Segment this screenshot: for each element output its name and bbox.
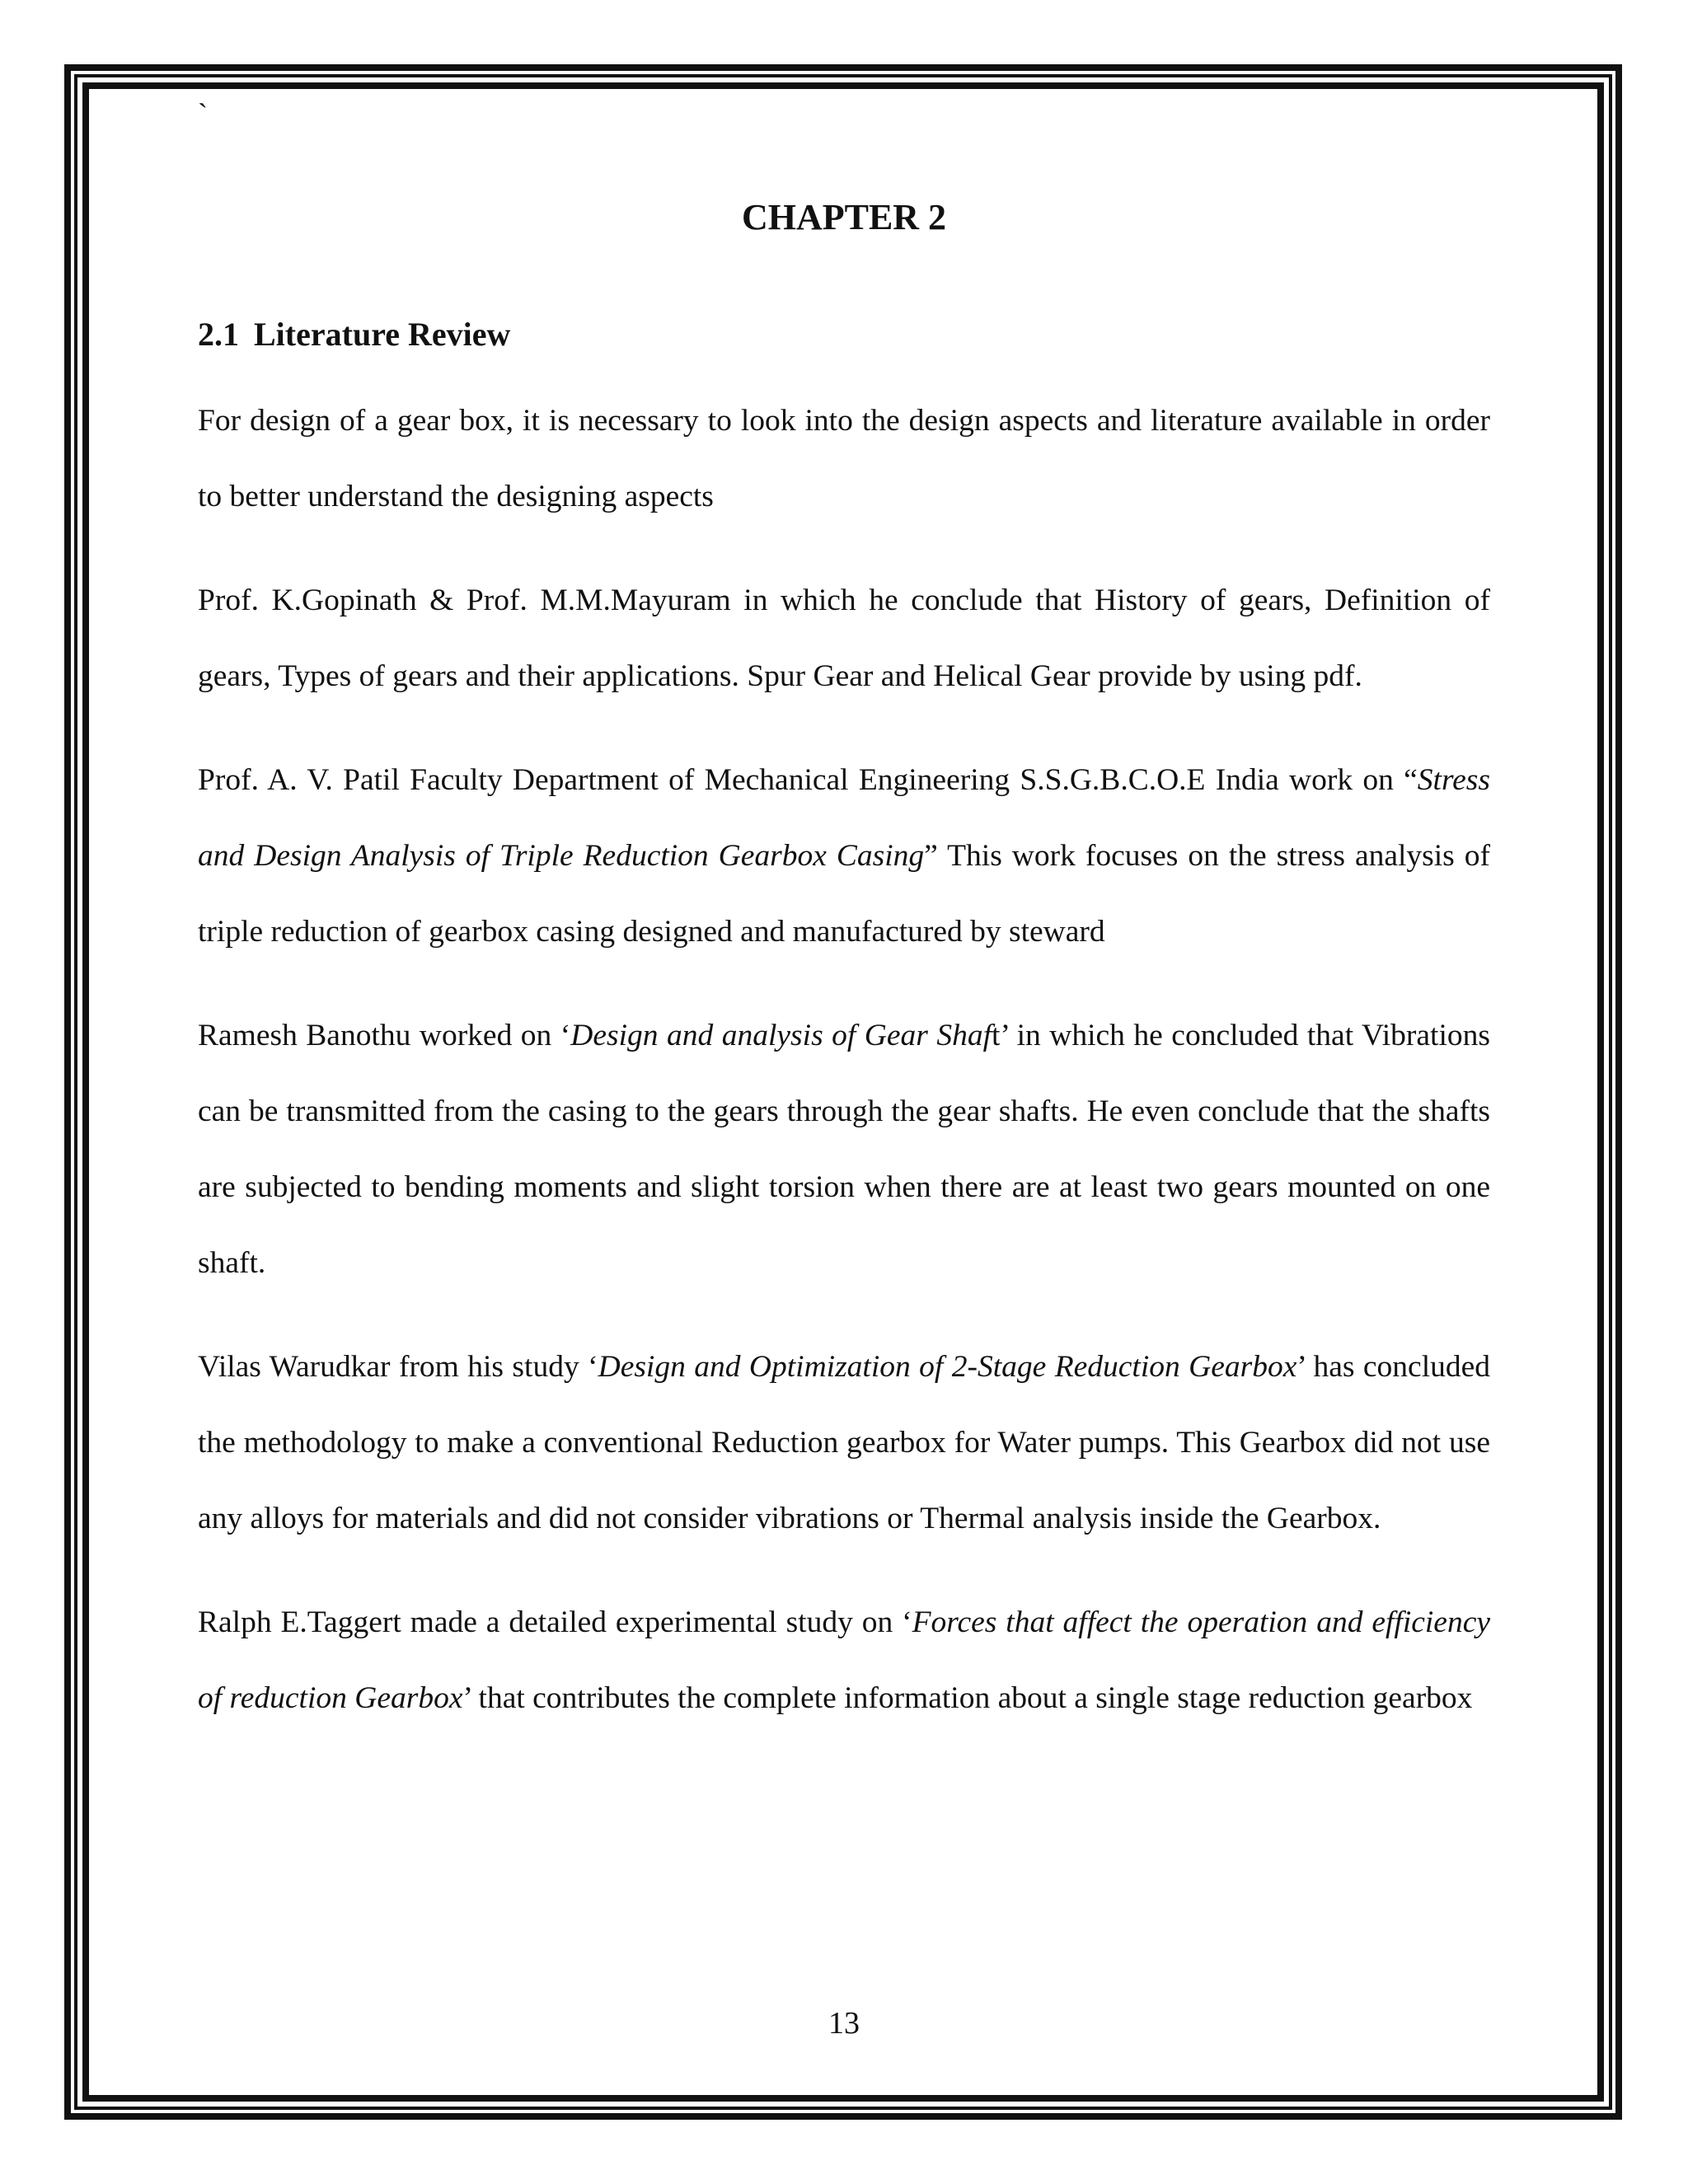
- paragraph-patil: [198, 743, 1490, 970]
- paragraph-text-before: Ramesh Banothu worked on ‘: [198, 1019, 571, 1052]
- paragraph-text-before: Vilas Warudkar from his study ‘: [198, 1350, 598, 1384]
- chapter-title: CHAPTER 2: [741, 197, 947, 237]
- paragraph-text-before: Prof. A. V. Patil Faculty Department of Mechanical Engineering S.S.G.B.C.O.E India work on “: [198, 763, 1418, 797]
- paragraph-text-after: ’ has concluded the methodology to make a conventional Reduction gearbox for Water pumps. This Gearbox did not use any alloys for materials and did not consider vibrations or Thermal analysis inside the Gearbox.: [198, 1350, 1491, 1535]
- paper-title-italic: Design and Optimization of 2-Stage Reduction Gearbox: [598, 1350, 1297, 1384]
- paragraph-intro: [198, 383, 1490, 535]
- section-title: Literature Review: [254, 316, 511, 353]
- paragraph-banothu: [198, 998, 1490, 1301]
- paragraph-taggert: [198, 1585, 1490, 1736]
- paragraph-gopinath: [198, 563, 1490, 715]
- stray-mark: `: [198, 97, 208, 130]
- section-heading: [198, 315, 510, 354]
- paragraph-text-after: ’ that contributes the complete information about a single stage reduction gearbox: [462, 1681, 1473, 1715]
- paragraph-text: For design of a gear box, it is necessary to look into the design aspects and literature available in order to better understand the designing aspects: [198, 404, 1490, 513]
- paragraph-text: Prof. K.Gopinath & Prof. M.M.Mayuram in which he conclude that History of gears, Definition of gears, Types of gears and their applications. Spur Gear and Helical Gear provide by using pdf.: [198, 583, 1490, 693]
- paper-title-italic: Stress and Design Analysis of Triple Reduction Gearbox Casing: [198, 763, 1490, 873]
- paragraph-text-before: Ralph E.Taggert made a detailed experimental study on ‘: [198, 1605, 912, 1639]
- paragraph-warudkar: [198, 1329, 1490, 1557]
- paragraph-text-after: t’ in which he concluded that Vibrations can be transmitted from the casing to the gears through the gear shafts. He even conclude that the shafts are subjected to bending moments and slight torsion when there are at least two gears mounted on one shaft.: [198, 1019, 1490, 1280]
- paper-title-italic: Forces that affect the operation and efficiency of reduction Gearbox: [198, 1605, 1490, 1715]
- paragraph-text-after: ” This work focuses on the stress analysis of triple reduction of gearbox casing designed and manufactured by steward: [198, 839, 1491, 949]
- paper-title-italic: Design and analysis of Gear Shaf: [570, 1019, 992, 1052]
- page-number: 13: [828, 2006, 860, 2041]
- section-number: 2.1: [198, 316, 239, 353]
- body-text: [198, 383, 1490, 1765]
